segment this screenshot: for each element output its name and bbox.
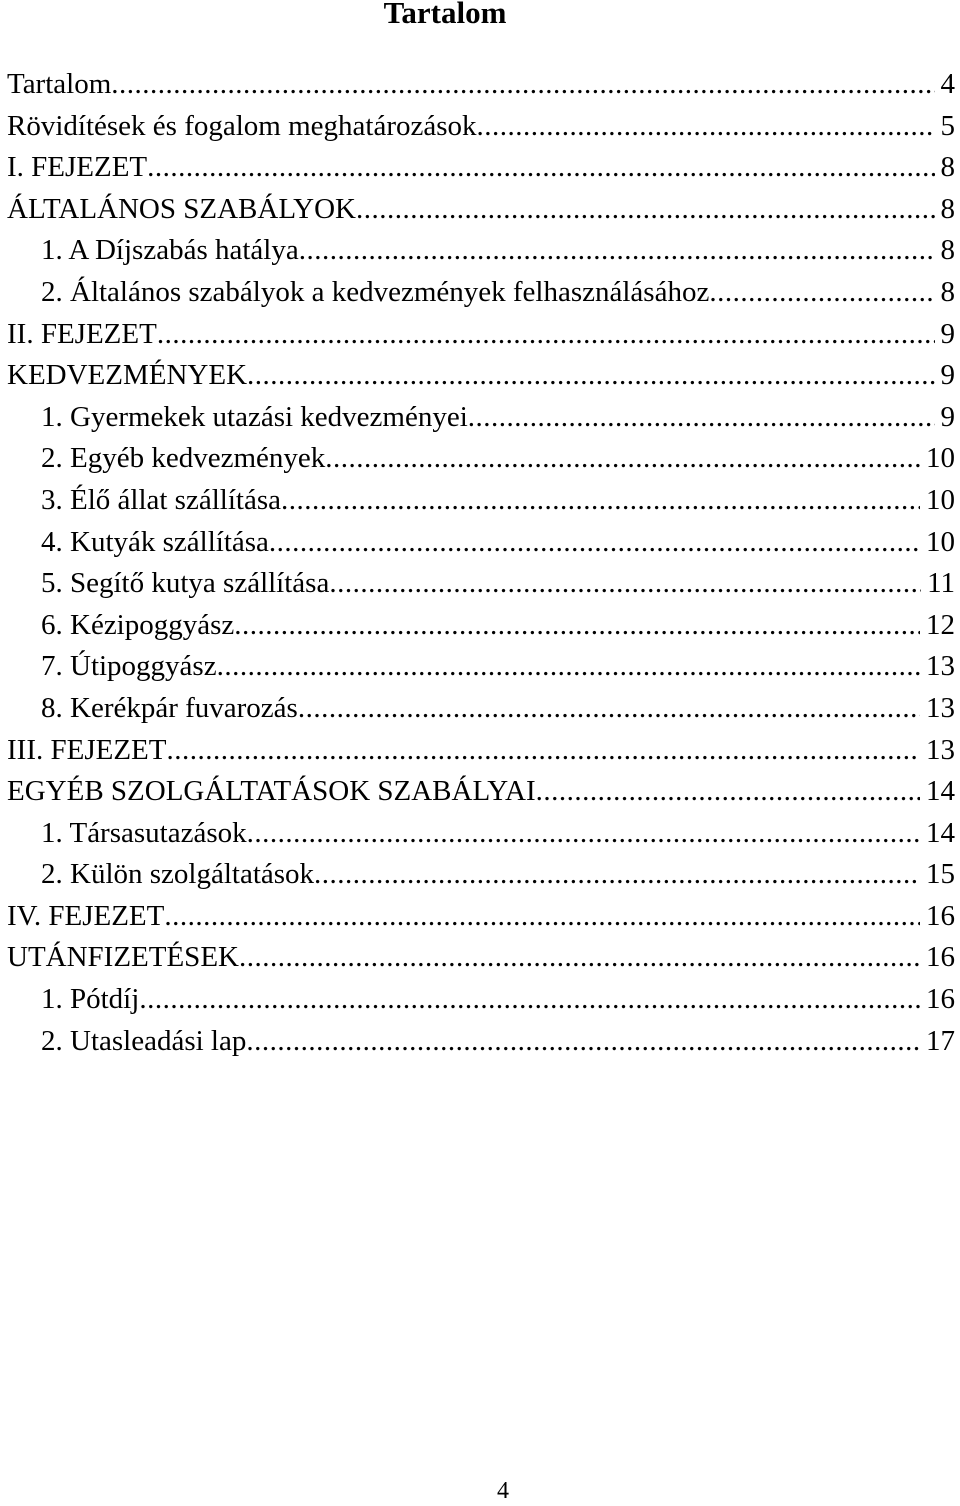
toc-entry-page: 12 (926, 608, 955, 641)
toc-entry[interactable] (7, 147, 955, 189)
toc-entry[interactable] (7, 397, 955, 439)
dot-leader (468, 397, 935, 439)
toc-entry-label: 4. Kutyák szállítása (41, 525, 269, 558)
toc-entry[interactable] (7, 563, 955, 605)
toc-entry[interactable] (7, 605, 955, 647)
dot-leader (246, 1021, 920, 1063)
toc-entry-label: IV. FEJEZET (7, 899, 165, 932)
toc-entry-page: 11 (927, 567, 955, 600)
toc-entry-label: 6. Kézipoggyász (41, 608, 235, 641)
toc-entry-page: 16 (926, 941, 955, 974)
toc-entry[interactable] (7, 438, 955, 480)
toc-entry[interactable] (7, 522, 955, 564)
toc-entry-label: 1. A Díjszabás hatálya (41, 234, 299, 267)
dot-leader (477, 106, 935, 148)
dot-leader (247, 813, 920, 855)
dot-leader (325, 438, 920, 480)
toc-entry-page: 5 (940, 109, 955, 142)
toc-entry[interactable] (7, 896, 955, 938)
toc-entry-label: I. FEJEZET (7, 151, 148, 184)
toc-entry[interactable] (7, 813, 955, 855)
toc-entry-label: 5. Segítő kutya szállítása (41, 567, 330, 600)
toc-entry-page: 13 (926, 650, 955, 683)
dot-leader (217, 646, 920, 688)
toc-entry-label: 2. Utasleadási lap (41, 1024, 247, 1057)
dot-leader (166, 730, 920, 772)
toc-entry[interactable] (7, 688, 955, 730)
toc-entry-label: ÁLTALÁNOS SZABÁLYOK (7, 192, 356, 225)
dot-leader (147, 147, 934, 189)
toc-entry-label: 2. Külön szolgáltatások (41, 858, 315, 891)
toc-entry-page: 16 (926, 983, 955, 1016)
toc-entry-label: 1. Pótdíj (41, 983, 140, 1016)
page-title: Tartalom (383, 0, 507, 30)
toc-entry-page: 14 (926, 816, 955, 849)
toc-entry-page: 17 (926, 1024, 955, 1057)
toc-entry-label: III. FEJEZET (7, 733, 167, 766)
page-number: 4 (497, 1478, 509, 1504)
toc-entry[interactable] (7, 480, 955, 522)
toc-entry[interactable] (7, 1021, 955, 1063)
toc-entry[interactable] (7, 189, 955, 231)
toc-entry[interactable] (7, 937, 955, 979)
toc-entry-label: EGYÉB SZOLGÁLTATÁSOK SZABÁLYAI (7, 775, 536, 808)
toc-entry-label: 7. Útipoggyász (41, 650, 217, 683)
toc-entry-label: 3. Élő állat szállítása (41, 483, 281, 516)
toc-entry-page: 9 (940, 400, 955, 433)
toc-entry[interactable] (7, 106, 955, 148)
toc-entry[interactable] (7, 314, 955, 356)
toc-entry-page: 8 (940, 275, 955, 308)
toc-entry[interactable] (7, 854, 955, 896)
toc-entry[interactable] (7, 230, 955, 272)
toc-entry-label: 1. Társasutazások (41, 816, 247, 849)
toc-entry-label: KEDVEZMÉNYEK (7, 359, 248, 392)
toc-entry[interactable] (7, 272, 955, 314)
toc-entry-label: UTÁNFIZETÉSEK (7, 941, 239, 974)
toc-entry-label: II. FEJEZET (7, 317, 157, 350)
dot-leader (709, 272, 934, 314)
toc-entry-page: 4 (940, 68, 955, 100)
toc-entry-page: 16 (926, 899, 955, 932)
toc-entry-page: 14 (926, 775, 955, 808)
toc-entry-page: 8 (940, 234, 955, 267)
toc-entry-label: 1. Gyermekek utazási kedvezményei (41, 400, 468, 433)
toc-entry-page: 13 (926, 733, 955, 766)
toc-entry-page: 10 (926, 525, 955, 558)
dot-leader (299, 230, 935, 272)
toc-entry[interactable] (7, 979, 955, 1021)
toc-entry-page: 9 (940, 317, 955, 350)
dot-leader (329, 563, 921, 605)
toc-entry-page: 9 (940, 359, 955, 392)
toc-entry-page: 8 (940, 151, 955, 184)
toc-entry-label: Tartalom (7, 68, 112, 100)
dot-leader (164, 896, 920, 938)
toc-entry-label: Rövidítések és fogalom meghatározások (7, 109, 477, 142)
toc-entry[interactable] (7, 64, 955, 106)
dot-leader (314, 854, 920, 896)
toc-entry-label: 8. Kerékpár fuvarozás (41, 691, 298, 724)
dot-leader (298, 688, 920, 730)
toc-entry-page: 10 (926, 442, 955, 475)
toc-entry-page: 15 (926, 858, 955, 891)
dot-leader (247, 355, 934, 397)
dot-leader (281, 480, 920, 522)
toc-entry-page: 10 (926, 483, 955, 516)
dot-leader (536, 771, 920, 813)
dot-leader (157, 314, 935, 356)
table-of-contents (7, 64, 955, 1062)
dot-leader (139, 979, 920, 1021)
toc-entry-label: 2. Egyéb kedvezmények (41, 442, 326, 475)
toc-entry[interactable] (7, 771, 955, 813)
toc-entry[interactable] (7, 646, 955, 688)
dot-leader (111, 64, 934, 106)
dot-leader (356, 189, 935, 231)
dot-leader (234, 605, 920, 647)
toc-entry[interactable] (7, 730, 955, 772)
toc-entry-page: 8 (940, 192, 955, 225)
toc-entry-label: 2. Általános szabályok a kedvezmények felhasználásához (41, 275, 710, 308)
dot-leader (269, 522, 920, 564)
dot-leader (239, 937, 920, 979)
toc-entry[interactable] (7, 355, 955, 397)
toc-entry-page: 13 (926, 691, 955, 724)
